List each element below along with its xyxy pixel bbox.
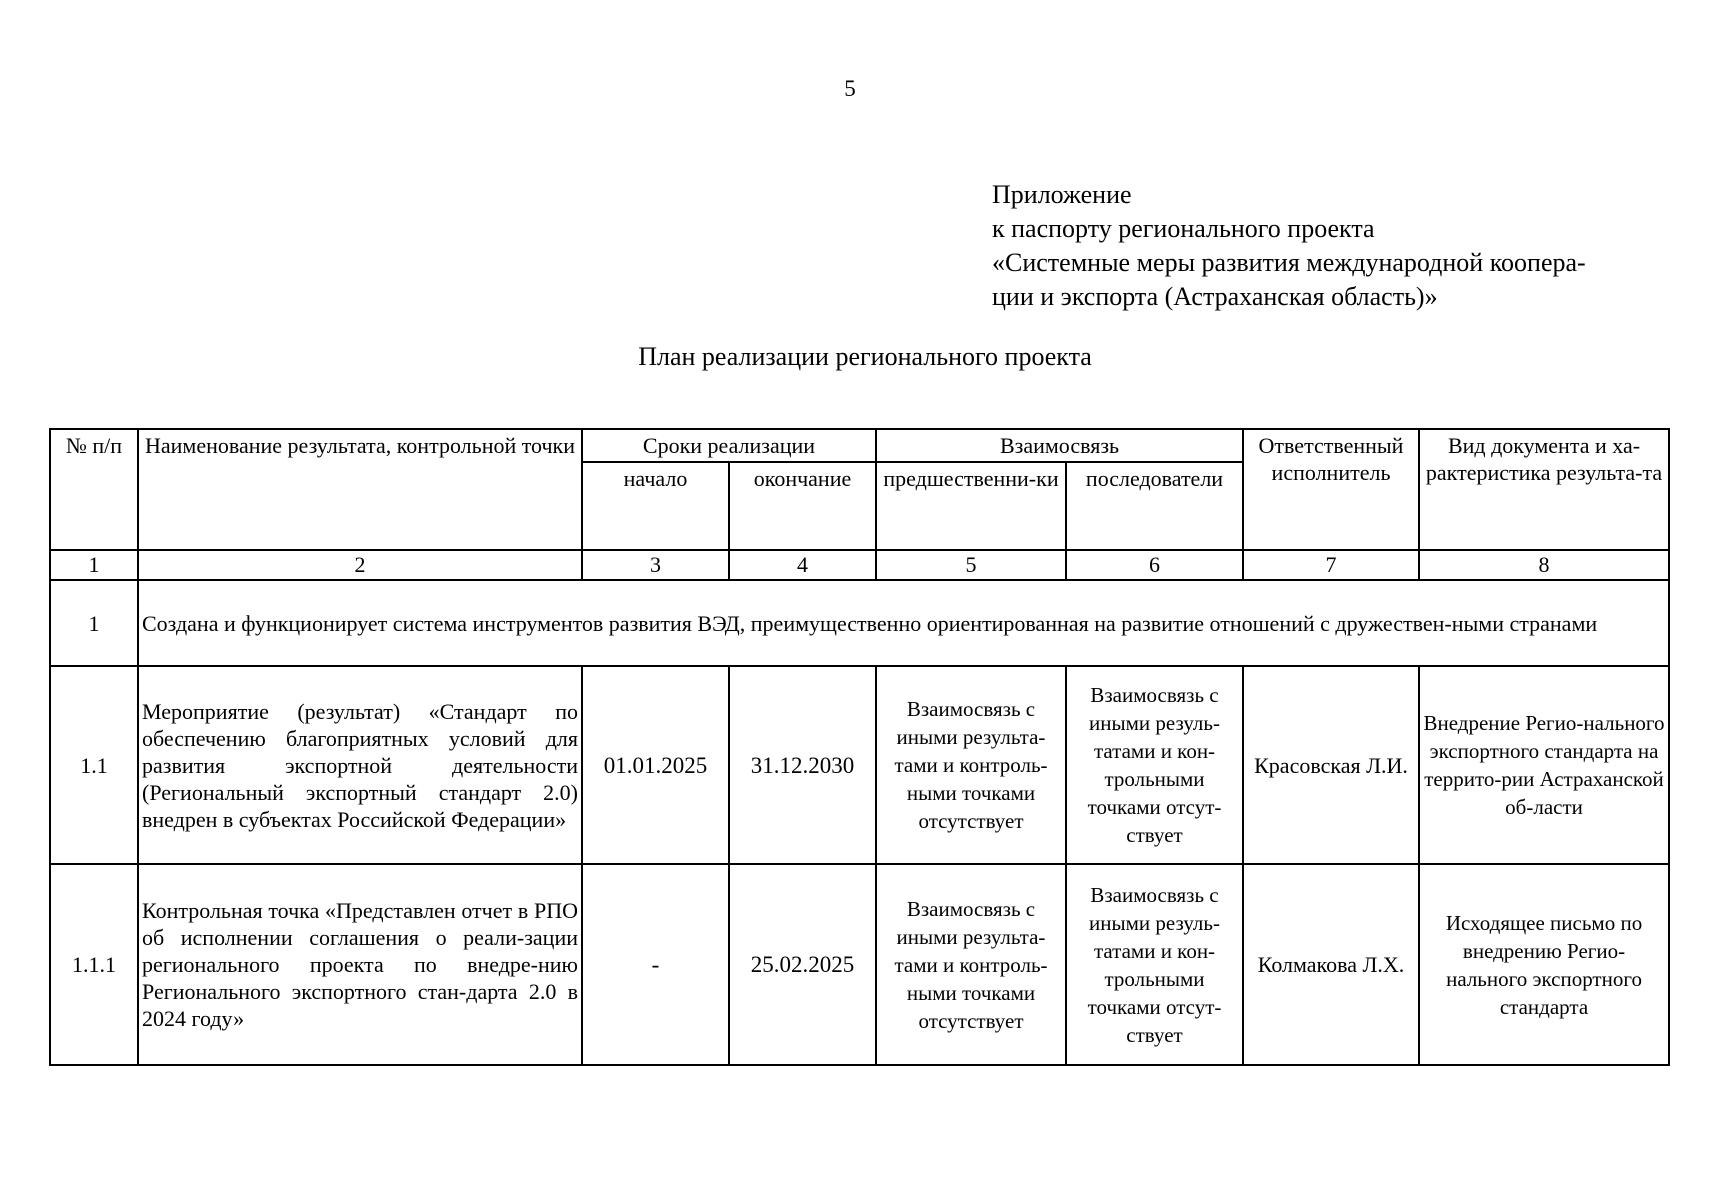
appendix-line: ции и экспорта (Астраханская область)»: [992, 282, 1438, 311]
appendix-line: «Системные меры развития международной коопера-: [992, 248, 1586, 277]
page-number: 5: [844, 76, 856, 101]
header-start: начало: [582, 462, 729, 550]
document-title: План реализации регионального проекта: [638, 342, 1092, 371]
row-end: 25.02.2025: [729, 864, 876, 1065]
row-predecessors: Взаимосвязь с иными результа-тами и контроль-ными точками отсутствует: [876, 666, 1066, 864]
column-number: 7: [1243, 550, 1419, 580]
header-num: № п/п: [50, 429, 138, 550]
row-end: 31.12.2030: [729, 666, 876, 864]
header-relation: Взаимосвязь: [876, 429, 1243, 462]
header-predecessors: предшественни-ки: [876, 462, 1066, 550]
header-responsible: Ответственный исполнитель: [1243, 429, 1419, 550]
appendix-line: к паспорту регионального проекта: [992, 214, 1375, 243]
table-row: [50, 666, 1669, 864]
column-number: 4: [729, 550, 876, 580]
row-num: 1.1.1: [50, 864, 138, 1065]
column-number: 1: [50, 550, 138, 580]
column-number: 2: [138, 550, 582, 580]
column-number: 6: [1066, 550, 1243, 580]
column-number: 8: [1419, 550, 1669, 580]
header-document: Вид документа и ха-рактеристика результа-та: [1419, 429, 1669, 550]
row-start: 01.01.2025: [582, 666, 729, 864]
header-end: окончание: [729, 462, 876, 550]
header-deadlines: Сроки реализации: [582, 429, 876, 462]
plan-table: [49, 428, 1670, 1066]
column-number: 3: [582, 550, 729, 580]
row-document: Внедрение Регио-нального экспортного стандарта на террито-рии Астраханской об-ласти: [1419, 666, 1669, 864]
header-successors: последователи: [1066, 462, 1243, 550]
row-responsible: Красовская Л.И.: [1243, 666, 1419, 864]
row-document: Исходящее письмо по внедрению Регио-нального экспортного стандарта: [1419, 864, 1669, 1065]
appendix-line: Приложение: [992, 180, 1132, 209]
row-responsible: Колмакова Л.Х.: [1243, 864, 1419, 1065]
row-successors: Взаимосвязь с иными резуль-татами и кон-трольными точками отсут-ствует: [1066, 864, 1243, 1065]
row-name: Контрольная точка «Представлен отчет в РПО об исполнении соглашения о реали-зации регионального проекта по внедре-нию Регионального экспортного стан-дарта 2.0 в 2024 году»: [138, 864, 582, 1065]
section-num: 1: [50, 580, 138, 666]
row-name: Мероприятие (результат) «Стандарт по обеспечению благоприятных условий для развития экспортной деятельности (Региональный экспортный стандарт 2.0) внедрен в субъектах Российской Федерации»: [138, 666, 582, 864]
row-successors: Взаимосвязь с иными резуль-татами и кон-трольными точками отсут-ствует: [1066, 666, 1243, 864]
header-name: Наименование результата, контрольной точки: [138, 429, 582, 550]
section-title: Создана и функционирует система инструментов развития ВЭД, преимущественно ориентированная на развитие отношений с дружествен-ными странами: [138, 580, 1669, 666]
row-predecessors: Взаимосвязь с иными результа-тами и контроль-ными точками отсутствует: [876, 864, 1066, 1065]
appendix-caption: [992, 178, 1682, 314]
row-start: -: [582, 864, 729, 1065]
table-row: [50, 864, 1669, 1065]
column-number: 5: [876, 550, 1066, 580]
row-num: 1.1: [50, 666, 138, 864]
